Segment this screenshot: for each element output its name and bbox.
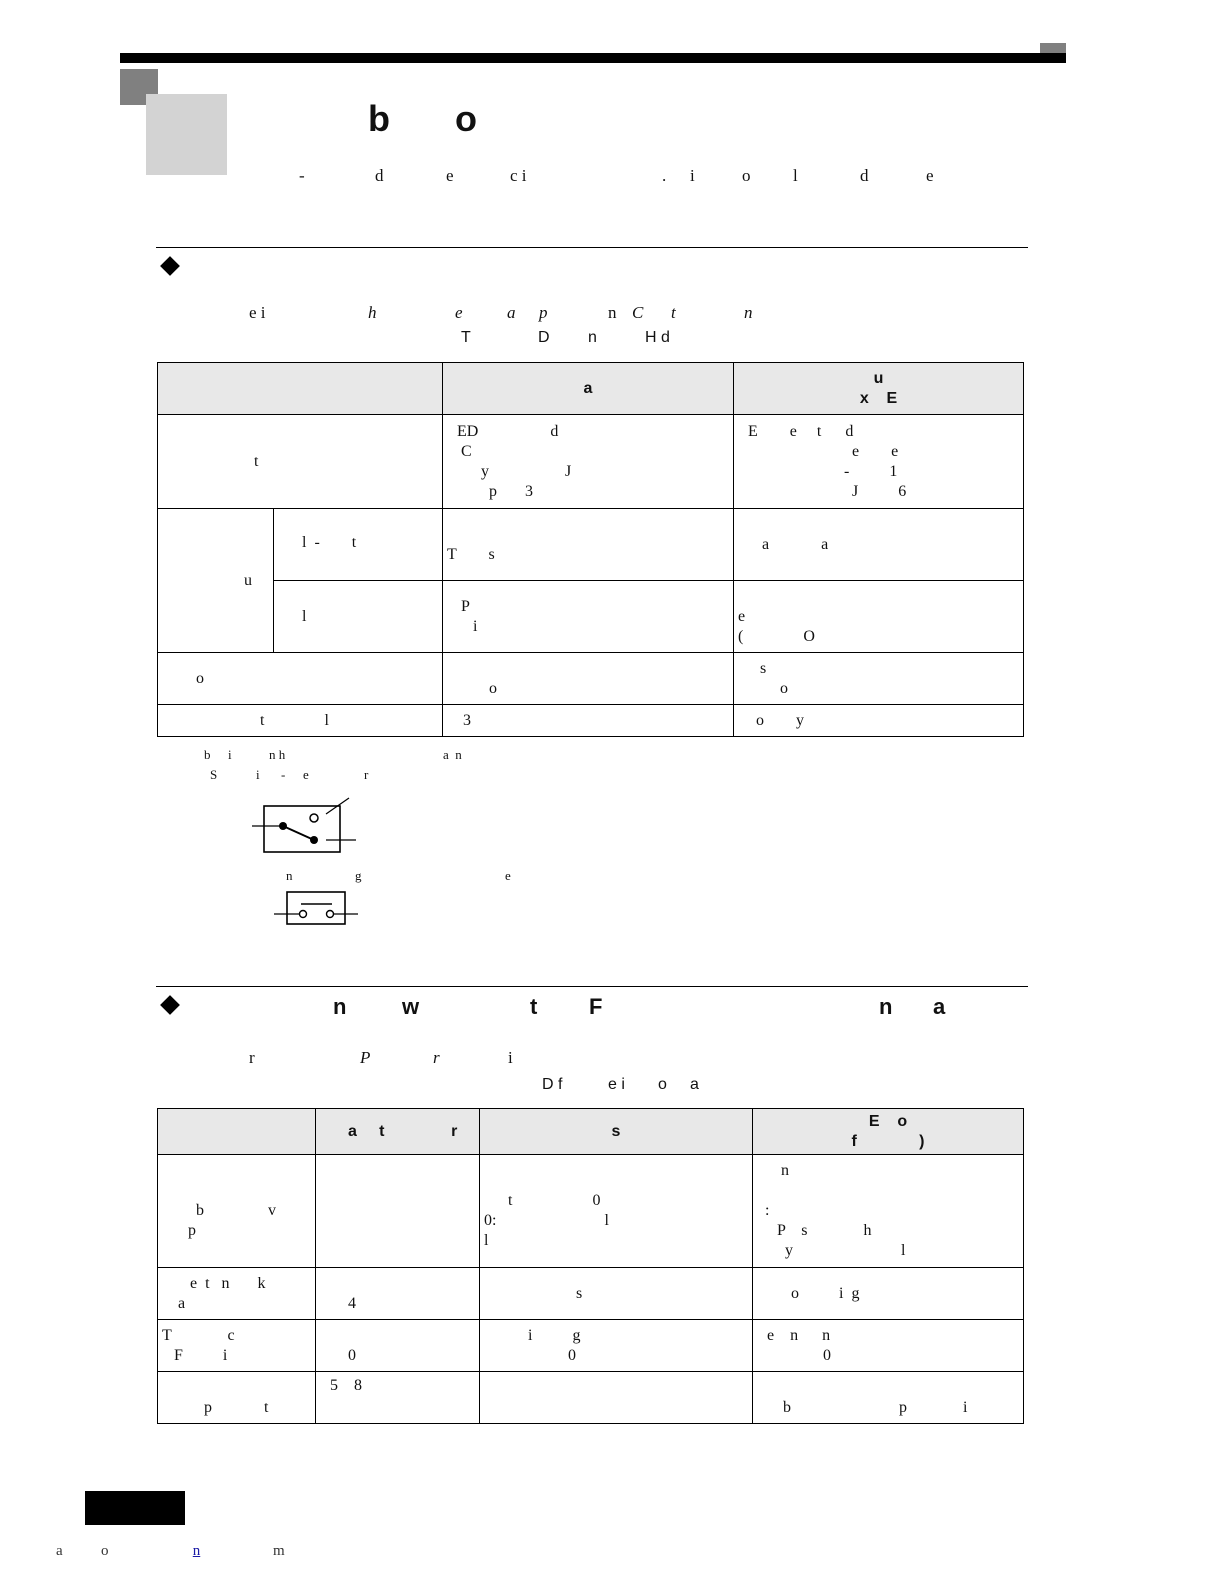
intro-fragment: a (507, 303, 516, 322)
subtitle-fragment: l (793, 166, 798, 185)
table-cell: E e t d e e - 1 J 6 (734, 415, 1024, 509)
table-header-cell: s (480, 1109, 753, 1155)
table-cell: o y (734, 705, 1024, 737)
table-cell: s (480, 1268, 753, 1320)
note-fragment: b (204, 747, 211, 762)
table-row (158, 705, 1024, 737)
subtitle-fragment: - (299, 166, 305, 185)
page-title-fragment: b (368, 98, 390, 139)
table-cell: P i (443, 581, 734, 653)
table-cell: o (158, 653, 443, 705)
intro-fragment: e i (249, 303, 266, 322)
intro-fragment: T (461, 329, 471, 346)
table-cell: a a (734, 509, 1024, 581)
table-cell: u (158, 509, 274, 653)
table-cell: b p i (753, 1372, 1024, 1424)
subtitle-fragment: d (375, 166, 384, 185)
intro-fragment: e (455, 303, 463, 322)
table-cell: o i g (753, 1268, 1024, 1320)
intro-fragment: e i (608, 1076, 625, 1093)
table-cell: 4 (316, 1268, 480, 1320)
table-cell: T c F i (158, 1320, 316, 1372)
table-cell: 5 8 (316, 1372, 480, 1424)
table-cell (316, 1155, 480, 1268)
intro-fragment: n (588, 329, 597, 346)
table-row (158, 1320, 1024, 1372)
table-cell: o (443, 653, 734, 705)
subtitle-fragment: e (446, 166, 454, 185)
contact-symbol-icon (272, 890, 362, 928)
table-cell: b v p (158, 1155, 316, 1268)
footer-text: o (101, 1543, 109, 1559)
note-fragment: e (303, 767, 309, 782)
subtitle-fragment: c i (510, 166, 527, 185)
page-number-tab (85, 1491, 185, 1525)
table-cell: t l (158, 705, 443, 737)
table-row (158, 581, 1024, 653)
table-cell: n : P s h y l (753, 1155, 1024, 1268)
table-cell: l (274, 581, 443, 653)
table-cell: 3 (443, 705, 734, 737)
table-cell: i g 0 (480, 1320, 753, 1372)
section-rule (156, 247, 1028, 248)
spec-table-2 (157, 1108, 1024, 1424)
section-rule (156, 986, 1028, 987)
footer-text: a (56, 1543, 63, 1559)
note-fragment: - (281, 767, 286, 782)
header-tab (1040, 43, 1066, 53)
intro-fragment: H d (645, 329, 670, 346)
table-row (158, 415, 1024, 509)
section-heading-fragment: a (933, 994, 946, 1019)
subtitle-fragment: o (742, 166, 751, 185)
section-heading-fragment: w (402, 994, 420, 1019)
table-cell: e n n 0 (753, 1320, 1024, 1372)
table-header-row (158, 1109, 1024, 1155)
table-cell: e t n k a (158, 1268, 316, 1320)
footer-text: m (273, 1543, 285, 1559)
intro-fragment: r (249, 1048, 255, 1067)
table-cell: s o (734, 653, 1024, 705)
table-cell: l - t (274, 509, 443, 581)
note-fragment: a n (443, 747, 462, 762)
table-row (158, 509, 1024, 581)
note-fragment: i (228, 747, 232, 762)
footer-link[interactable]: n (192, 1543, 201, 1559)
note-fragment: n h (269, 747, 286, 762)
chapter-square-light (146, 94, 227, 175)
header-bar (120, 53, 1066, 63)
table-row (158, 1155, 1024, 1268)
note-fragment: i (256, 767, 260, 782)
note-fragment: r (364, 767, 369, 782)
table-row (158, 653, 1024, 705)
table-cell: T s (443, 509, 734, 581)
table-cell: 0 (316, 1320, 480, 1372)
section-heading-fragment: F (589, 994, 603, 1019)
intro-fragment: n (744, 303, 753, 322)
subtitle-fragment: i (690, 166, 695, 185)
diamond-bullet-icon (160, 256, 180, 276)
note-fragment: S (210, 767, 218, 782)
subtitle-fragment: d (860, 166, 869, 185)
table-row (158, 1372, 1024, 1424)
intro-fragment: a (690, 1076, 699, 1093)
switch-symbol-icon (250, 796, 360, 856)
section-heading-fragment: n (879, 994, 893, 1019)
subtitle-fragment: . (662, 166, 667, 185)
intro-fragment: t (671, 303, 676, 322)
table-cell (480, 1372, 753, 1424)
table-cell: t 0 0: l l (480, 1155, 753, 1268)
intro-fragment: h (368, 303, 377, 322)
table-header-row (158, 363, 1024, 415)
note-fragment: n (286, 868, 293, 883)
intro-fragment: P (360, 1048, 371, 1067)
subtitle-fragment: e (926, 166, 934, 185)
section-heading-fragment: n (333, 994, 347, 1019)
table-row (158, 1268, 1024, 1320)
table-cell: ED d C y J p 3 (443, 415, 734, 509)
page-title-fragment: o (455, 98, 477, 139)
table-header-cell: E o f ) (753, 1109, 1024, 1155)
spec-table-1 (157, 362, 1024, 737)
intro-fragment: n (608, 303, 617, 322)
table-cell: e ( O (734, 581, 1024, 653)
section-heading-fragment: t (530, 994, 538, 1019)
table-cell: p t (158, 1372, 316, 1424)
intro-fragment: C (632, 303, 644, 322)
intro-fragment: D f (542, 1076, 563, 1093)
intro-fragment: r (433, 1048, 440, 1067)
note-fragment: g (355, 868, 362, 883)
table-header-cell: u x E (734, 363, 1024, 415)
intro-fragment: i (508, 1048, 513, 1067)
intro-fragment: D (538, 329, 550, 346)
table-header-cell (158, 363, 443, 415)
diamond-bullet-icon (160, 995, 180, 1015)
table-header-cell: a (443, 363, 734, 415)
intro-fragment: o (658, 1076, 667, 1093)
table-header-cell (158, 1109, 316, 1155)
table-header-cell: a t r (316, 1109, 480, 1155)
intro-fragment: p (539, 303, 548, 322)
note-fragment: e (505, 868, 511, 883)
table-cell: t (158, 415, 443, 509)
